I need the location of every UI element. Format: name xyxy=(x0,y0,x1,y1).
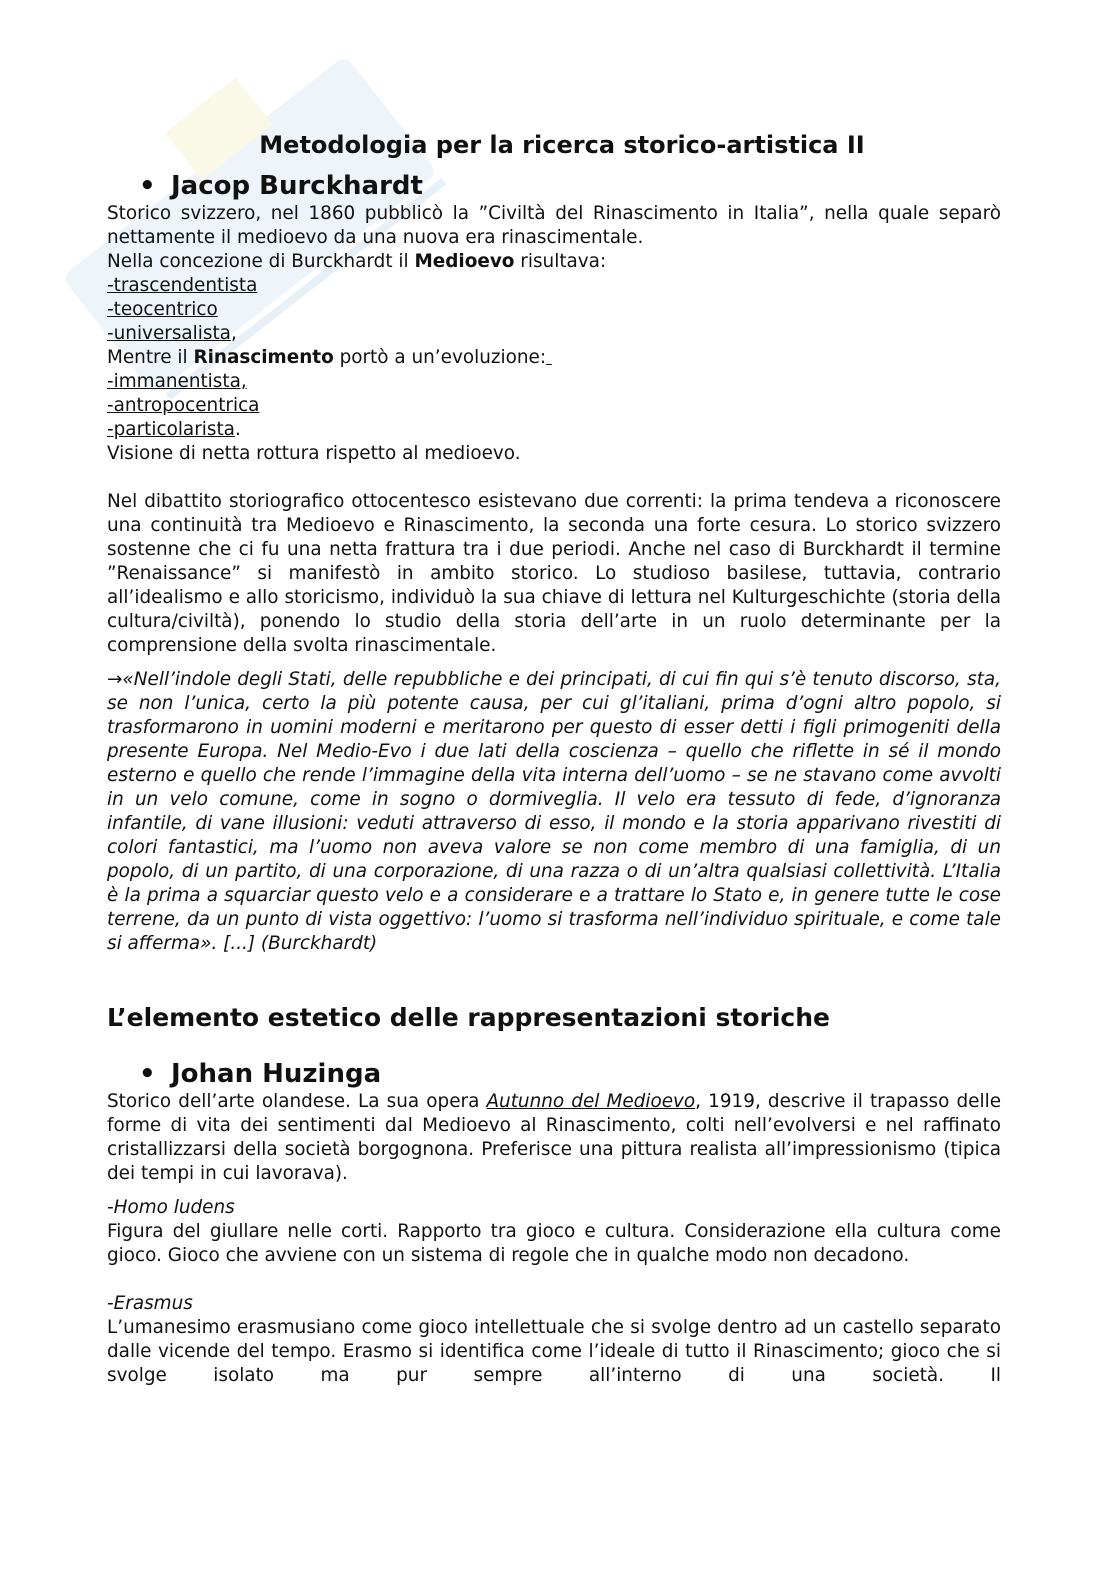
work-title: Autunno del Medioevo xyxy=(486,1091,696,1112)
erasmus-title: -Erasmus xyxy=(107,1293,193,1314)
arrow-icon: → xyxy=(107,669,123,690)
burckhardt-paragraph: Nel dibattito storiografico ottocentesco esistevano due correnti: la prima tendeva a riconoscere una continuità tra Medioevo e Rinascimento, la seconda una forte cesura. Lo storico svizzero sostenne che ci fu una netta frattura tra i due periodi. Anche nel caso di Burckhardt il termine ”Renaissance” si manifestò in ambito storico. Lo studioso basilese, tuttavia, contrario all’idealismo e allo storicismo, individuò la sua chiave di lettura nel Kulturgeschichte (storia della cultura/civiltà), ponendo lo studio della storia dell’arte in un ruolo determinante per la comprensione della svolta rinascimentale. xyxy=(107,491,1001,656)
list-item: -universalista, xyxy=(107,323,237,344)
heading-huzinga xyxy=(139,1058,1001,1090)
rinascimento-line: Mentre il Rinascimento portò a un’evoluzione: xyxy=(107,347,547,368)
medioevo-line: Nella concezione di Burckhardt il Medioevo risultava: xyxy=(107,251,607,272)
visione-line: Visione di netta rottura rispetto al medioevo. xyxy=(107,443,521,464)
heading-burckhardt-text: Jacop Burckhardt xyxy=(171,171,423,201)
burckhardt-intro: Storico svizzero, nel 1860 pubblicò la ”Civiltà del Rinascimento in Italia”, nella quale separò nettamente il medioevo da una nuova era rinascimentale. xyxy=(107,203,1001,248)
page-title: Metodologia per la ricerca storico-artistica II xyxy=(259,131,865,159)
burckhardt-quote: →«Nell’indole degli Stati, delle repubbliche e dei principati, di cui fin qui s’è tenuto discorso, sta, se non l’unica, certo la più potente causa, per cui gl’italiani, prima d’ogni altro popolo, si trasformarono in uomini moderni e meritarono per questo di esser detti i figli primogeniti della presente Europa. Nel Medio-Evo i due lati della coscienza – quello che riflette in sé il mondo esterno e quello che rende l’immagine della vita interna dell’uomo – se ne stavano come avvolti in un velo comune, come in sogno o dormiveglia. Il velo era tessuto di fede, d’ignoranza infantile, di vane illusioni: veduti attraverso di esso, il mondo e la storia apparivano rivestiti di colori fantastici, ma l’uomo non aveva valore se non come membro di una famiglia, di un popolo, di un partito, di una corporazione, di una razza o di un’altra qualsiasi collettività. L’Italia è la prima a squarciar questo velo e a considerare e a trattare lo Stato e, in genere tutte le cose terrene, da un punto di vista oggettivo: l’uomo si trasforma nell’individuo spirituale, e come tale si afferma». [...] (Burckhardt) xyxy=(107,669,1001,954)
bullet-icon: • xyxy=(139,1059,156,1089)
bullet-icon: • xyxy=(139,171,156,201)
list-item: -antropocentrica xyxy=(107,395,260,416)
list-item: -particolarista. xyxy=(107,419,241,440)
document-page xyxy=(107,128,1001,1388)
burckhardt-block xyxy=(107,202,1001,956)
list-item: -trascendentista xyxy=(107,275,258,296)
homo-ludens-title: -Homo ludens xyxy=(107,1197,235,1218)
homo-ludens-text: Figura del giullare nelle corti. Rapporto tra gioco e cultura. Considerazione ella cultura come gioco. Gioco che avviene con un sistema di regole che in qualche modo non decadono. xyxy=(107,1221,1001,1266)
heading-huzinga-text: Johan Huzinga xyxy=(171,1059,382,1089)
huzinga-block xyxy=(107,1090,1001,1388)
list-item: -immanentista, xyxy=(107,371,247,392)
erasmus-text: L’umanesimo erasmusiano come gioco intellettuale che si svolge dentro ad un castello separato dalle vicende del tempo. Erasmo si identifica come l’ideale di tutto il Rinascimento; gioco che si svolge isolato ma pur sempre all’interno di una società. Il xyxy=(107,1317,1001,1386)
section-heading-estetico: L’elemento estetico delle rappresentazioni storiche xyxy=(107,1003,830,1032)
heading-burckhardt xyxy=(139,170,1001,202)
huzinga-intro: Storico dell’arte olandese. La sua opera Autunno del Medioevo, 1919, descrive il trapasso delle forme di vita dei sentimenti dal Medioevo al Rinascimento, colti nell’evolversi e nel raffinato cristallizzarsi della società borgognona. Preferisce una pittura realista all’impressionismo (tipica dei tempi in cui lavorava). xyxy=(107,1091,1002,1184)
list-item: -teocentrico xyxy=(107,299,218,320)
